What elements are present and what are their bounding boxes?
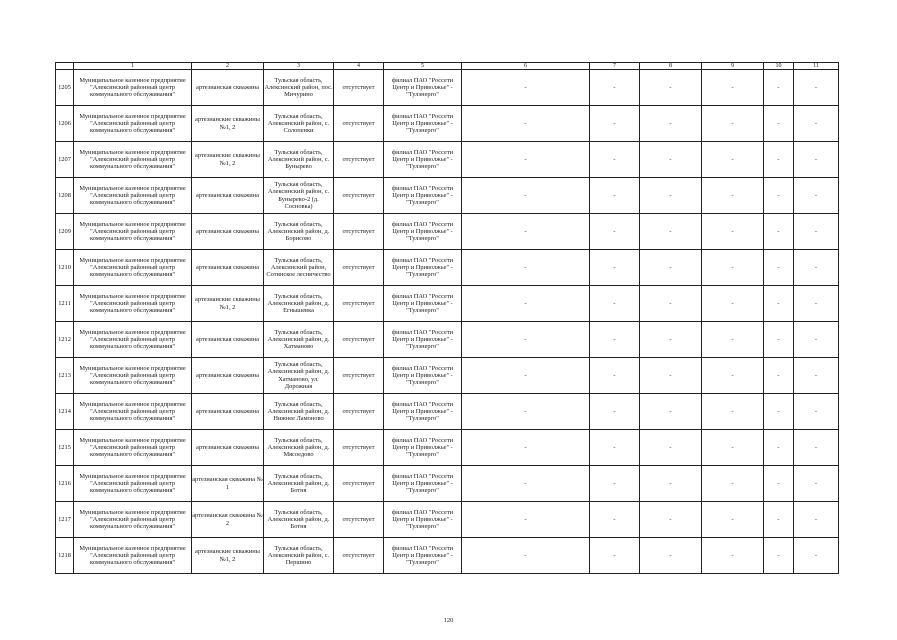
network-org-cell: филиал ПАО "Россети Центр и Приволжье" - "Тулэнерго"	[384, 214, 462, 250]
empty-value-cell: -	[794, 502, 839, 538]
column-header-9: 9	[702, 63, 764, 70]
empty-value-cell: -	[640, 358, 702, 394]
empty-value-cell: -	[764, 106, 794, 142]
empty-value-cell: -	[590, 214, 640, 250]
column-header-11: 11	[794, 63, 839, 70]
col4-cell: отсутствует	[334, 502, 384, 538]
table-row	[56, 502, 839, 538]
network-org-cell: филиал ПАО "Россети Центр и Приволжье" - "Тулэнерго"	[384, 538, 462, 574]
empty-value-cell: -	[640, 250, 702, 286]
empty-value-cell: -	[590, 466, 640, 502]
empty-value-cell: -	[462, 178, 590, 214]
col4-cell: отсутствует	[334, 142, 384, 178]
organization-cell: Муниципальное казенное предприятие "Алексинский районный центр коммунального обслуживания"	[74, 430, 192, 466]
empty-value-cell: -	[702, 502, 764, 538]
empty-value-cell: -	[702, 430, 764, 466]
empty-value-cell: -	[764, 142, 794, 178]
address-cell: Тульская область, Алексинский район, с. Солопенки	[264, 106, 334, 142]
empty-value-cell: -	[640, 394, 702, 430]
organization-cell: Муниципальное казенное предприятие "Алексинский районный центр коммунального обслуживания"	[74, 250, 192, 286]
empty-value-cell: -	[764, 358, 794, 394]
table-row	[56, 358, 839, 394]
network-org-cell: филиал ПАО "Россети Центр и Приволжье" - "Тулэнерго"	[384, 502, 462, 538]
empty-value-cell: -	[794, 106, 839, 142]
empty-value-cell: -	[640, 322, 702, 358]
address-cell: Тульская область, Алексинский район, д. Мясоедово	[264, 430, 334, 466]
empty-value-cell: -	[590, 250, 640, 286]
col4-cell: отсутствует	[334, 394, 384, 430]
column-header-3: 3	[264, 63, 334, 70]
empty-value-cell: -	[764, 250, 794, 286]
row-number: 1206	[56, 106, 74, 142]
address-cell: Тульская область, Алексинский район, д. Егнышевка	[264, 286, 334, 322]
table-row	[56, 394, 839, 430]
empty-value-cell: -	[702, 178, 764, 214]
table-row	[56, 106, 839, 142]
table-row	[56, 322, 839, 358]
empty-value-cell: -	[794, 214, 839, 250]
col4-cell: отсутствует	[334, 178, 384, 214]
empty-value-cell: -	[462, 466, 590, 502]
table-row	[56, 250, 839, 286]
empty-value-cell: -	[590, 70, 640, 106]
object-cell: артезианская скважина	[192, 70, 264, 106]
row-number: 1215	[56, 430, 74, 466]
empty-value-cell: -	[640, 430, 702, 466]
empty-value-cell: -	[702, 358, 764, 394]
empty-value-cell: -	[764, 322, 794, 358]
table-body	[56, 70, 839, 574]
empty-value-cell: -	[590, 106, 640, 142]
network-org-cell: филиал ПАО "Россети Центр и Приволжье" - "Тулэнерго"	[384, 466, 462, 502]
network-org-cell: филиал ПАО "Россети Центр и Приволжье" - "Тулэнерго"	[384, 106, 462, 142]
empty-value-cell: -	[462, 70, 590, 106]
empty-value-cell: -	[462, 286, 590, 322]
empty-value-cell: -	[590, 322, 640, 358]
empty-value-cell: -	[640, 106, 702, 142]
address-cell: Тульская область, Алексинский район, д. Хатманово, ул. Дорожная	[264, 358, 334, 394]
row-number: 1214	[56, 394, 74, 430]
address-cell: Тульская область, Алексинский район, д. Нижнее Ламоново	[264, 394, 334, 430]
organization-cell: Муниципальное казенное предприятие "Алексинский районный центр коммунального обслуживания"	[74, 286, 192, 322]
empty-value-cell: -	[640, 502, 702, 538]
address-cell: Тульская область, Алексинский район, с. Бунырево	[264, 142, 334, 178]
object-cell: артезианская скважина	[192, 178, 264, 214]
column-header-7: 7	[590, 63, 640, 70]
object-cell: артезианская скважина	[192, 322, 264, 358]
object-cell: артезианские скважины №1, 2	[192, 142, 264, 178]
column-header-4: 4	[334, 63, 384, 70]
empty-value-cell: -	[702, 286, 764, 322]
col4-cell: отсутствует	[334, 214, 384, 250]
empty-value-cell: -	[702, 322, 764, 358]
object-cell: артезианские скважины №1, 2	[192, 106, 264, 142]
empty-value-cell: -	[462, 250, 590, 286]
organization-cell: Муниципальное казенное предприятие "Алексинский районный центр коммунального обслуживания"	[74, 358, 192, 394]
row-number: 1216	[56, 466, 74, 502]
table-row	[56, 430, 839, 466]
address-cell: Тульская область, Алексинский район, Сотинское лесничество	[264, 250, 334, 286]
empty-value-cell: -	[640, 142, 702, 178]
empty-value-cell: -	[640, 538, 702, 574]
column-header-6: 6	[462, 63, 590, 70]
organization-cell: Муниципальное казенное предприятие "Алексинский районный центр коммунального обслуживания"	[74, 106, 192, 142]
address-cell: Тульская область, Алексинский район, с. Першино	[264, 538, 334, 574]
organization-cell: Муниципальное казенное предприятие "Алексинский районный центр коммунального обслуживания"	[74, 466, 192, 502]
empty-value-cell: -	[794, 142, 839, 178]
empty-value-cell: -	[590, 502, 640, 538]
object-cell: артезианская скважина	[192, 430, 264, 466]
address-cell: Тульская область, Алексинский район, д. Ботня	[264, 466, 334, 502]
network-org-cell: филиал ПАО "Россети Центр и Приволжье" - "Тулэнерго"	[384, 358, 462, 394]
empty-value-cell: -	[794, 430, 839, 466]
col4-cell: отсутствует	[334, 358, 384, 394]
network-org-cell: филиал ПАО "Россети Центр и Приволжье" - "Тулэнерго"	[384, 430, 462, 466]
empty-value-cell: -	[702, 106, 764, 142]
row-number: 1207	[56, 142, 74, 178]
empty-value-cell: -	[764, 430, 794, 466]
empty-value-cell: -	[764, 286, 794, 322]
column-header-1: 1	[74, 63, 192, 70]
empty-value-cell: -	[702, 214, 764, 250]
column-header-8: 8	[640, 63, 702, 70]
page-number: 120	[443, 617, 454, 624]
empty-value-cell: -	[590, 286, 640, 322]
empty-value-cell: -	[462, 502, 590, 538]
empty-value-cell: -	[640, 214, 702, 250]
address-cell: Тульская область, Алексинский район, с. Бунырево-2 (д. Сосновка)	[264, 178, 334, 214]
organization-cell: Муниципальное казенное предприятие "Алексинский районный центр коммунального обслуживания"	[74, 502, 192, 538]
organization-cell: Муниципальное казенное предприятие "Алексинский районный центр коммунального обслуживания"	[74, 142, 192, 178]
empty-value-cell: -	[764, 538, 794, 574]
organization-cell: Муниципальное казенное предприятие "Алексинский районный центр коммунального обслуживания"	[74, 322, 192, 358]
table-row	[56, 70, 839, 106]
empty-value-cell: -	[794, 538, 839, 574]
network-org-cell: филиал ПАО "Россети Центр и Приволжье" - "Тулэнерго"	[384, 322, 462, 358]
empty-value-cell: -	[590, 178, 640, 214]
empty-value-cell: -	[794, 286, 839, 322]
empty-value-cell: -	[764, 214, 794, 250]
table-row	[56, 466, 839, 502]
col4-cell: отсутствует	[334, 250, 384, 286]
column-header-10: 10	[764, 63, 794, 70]
col4-cell: отсутствует	[334, 322, 384, 358]
empty-value-cell: -	[764, 502, 794, 538]
empty-value-cell: -	[462, 142, 590, 178]
empty-value-cell: -	[590, 538, 640, 574]
address-cell: Тульская область, Алексинский район, д. Ботня	[264, 502, 334, 538]
table-row	[56, 286, 839, 322]
empty-value-cell: -	[462, 322, 590, 358]
registry-table	[55, 62, 839, 574]
empty-value-cell: -	[764, 394, 794, 430]
object-cell: артезианская скважина	[192, 250, 264, 286]
empty-value-cell: -	[462, 394, 590, 430]
network-org-cell: филиал ПАО "Россети Центр и Приволжье" - "Тулэнерго"	[384, 286, 462, 322]
organization-cell: Муниципальное казенное предприятие "Алексинский районный центр коммунального обслуживания"	[74, 394, 192, 430]
network-org-cell: филиал ПАО "Россети Центр и Приволжье" - "Тулэнерго"	[384, 70, 462, 106]
empty-value-cell: -	[462, 106, 590, 142]
header-row	[56, 63, 839, 70]
empty-value-cell: -	[640, 178, 702, 214]
object-cell: артезианская скважина	[192, 358, 264, 394]
empty-value-cell: -	[640, 286, 702, 322]
col4-cell: отсутствует	[334, 466, 384, 502]
object-cell: артезианская скважина № 1	[192, 466, 264, 502]
column-header-0	[56, 63, 74, 70]
organization-cell: Муниципальное казенное предприятие "Алексинский районный центр коммунального обслуживания"	[74, 178, 192, 214]
row-number: 1212	[56, 322, 74, 358]
empty-value-cell: -	[764, 466, 794, 502]
column-header-2: 2	[192, 63, 264, 70]
empty-value-cell: -	[702, 466, 764, 502]
empty-value-cell: -	[794, 394, 839, 430]
address-cell: Тульская область, Алексинский район, д. Хатманово	[264, 322, 334, 358]
empty-value-cell: -	[702, 70, 764, 106]
row-number: 1210	[56, 250, 74, 286]
empty-value-cell: -	[794, 70, 839, 106]
object-cell: артезианские скважины №1, 2	[192, 286, 264, 322]
col4-cell: отсутствует	[334, 286, 384, 322]
row-number: 1208	[56, 178, 74, 214]
row-number: 1213	[56, 358, 74, 394]
empty-value-cell: -	[702, 538, 764, 574]
empty-value-cell: -	[462, 214, 590, 250]
table-row	[56, 214, 839, 250]
col4-cell: отсутствует	[334, 538, 384, 574]
network-org-cell: филиал ПАО "Россети Центр и Приволжье" - "Тулэнерго"	[384, 178, 462, 214]
empty-value-cell: -	[590, 394, 640, 430]
object-cell: артезианские скважины №1, 2	[192, 538, 264, 574]
object-cell: артезианская скважина	[192, 214, 264, 250]
empty-value-cell: -	[640, 466, 702, 502]
row-number: 1209	[56, 214, 74, 250]
network-org-cell: филиал ПАО "Россети Центр и Приволжье" - "Тулэнерго"	[384, 394, 462, 430]
row-number: 1217	[56, 502, 74, 538]
row-number: 1205	[56, 70, 74, 106]
empty-value-cell: -	[702, 142, 764, 178]
empty-value-cell: -	[794, 178, 839, 214]
empty-value-cell: -	[794, 466, 839, 502]
empty-value-cell: -	[794, 358, 839, 394]
empty-value-cell: -	[764, 178, 794, 214]
column-header-5: 5	[384, 63, 462, 70]
network-org-cell: филиал ПАО "Россети Центр и Приволжье" - "Тулэнерго"	[384, 250, 462, 286]
empty-value-cell: -	[640, 70, 702, 106]
empty-value-cell: -	[462, 538, 590, 574]
col4-cell: отсутствует	[334, 106, 384, 142]
address-cell: Тульская область, Алексинский район, пос. Мичурино	[264, 70, 334, 106]
organization-cell: Муниципальное казенное предприятие "Алексинский районный центр коммунального обслуживания"	[74, 70, 192, 106]
row-number: 1211	[56, 286, 74, 322]
object-cell: артезианская скважина № 2	[192, 502, 264, 538]
col4-cell: отсутствует	[334, 70, 384, 106]
empty-value-cell: -	[462, 430, 590, 466]
network-org-cell: филиал ПАО "Россети Центр и Приволжье" - "Тулэнерго"	[384, 142, 462, 178]
empty-value-cell: -	[590, 430, 640, 466]
empty-value-cell: -	[794, 322, 839, 358]
empty-value-cell: -	[702, 250, 764, 286]
table-row	[56, 538, 839, 574]
col4-cell: отсутствует	[334, 430, 384, 466]
empty-value-cell: -	[462, 358, 590, 394]
empty-value-cell: -	[590, 142, 640, 178]
empty-value-cell: -	[590, 358, 640, 394]
object-cell: артезианская скважина	[192, 394, 264, 430]
address-cell: Тульская область, Алексинский район, д. Борисово	[264, 214, 334, 250]
row-number: 1218	[56, 538, 74, 574]
table-row	[56, 142, 839, 178]
empty-value-cell: -	[764, 70, 794, 106]
empty-value-cell: -	[794, 250, 839, 286]
organization-cell: Муниципальное казенное предприятие "Алексинский районный центр коммунального обслуживания"	[74, 214, 192, 250]
organization-cell: Муниципальное казенное предприятие "Алексинский районный центр коммунального обслуживания"	[74, 538, 192, 574]
empty-value-cell: -	[702, 394, 764, 430]
table-row	[56, 178, 839, 214]
